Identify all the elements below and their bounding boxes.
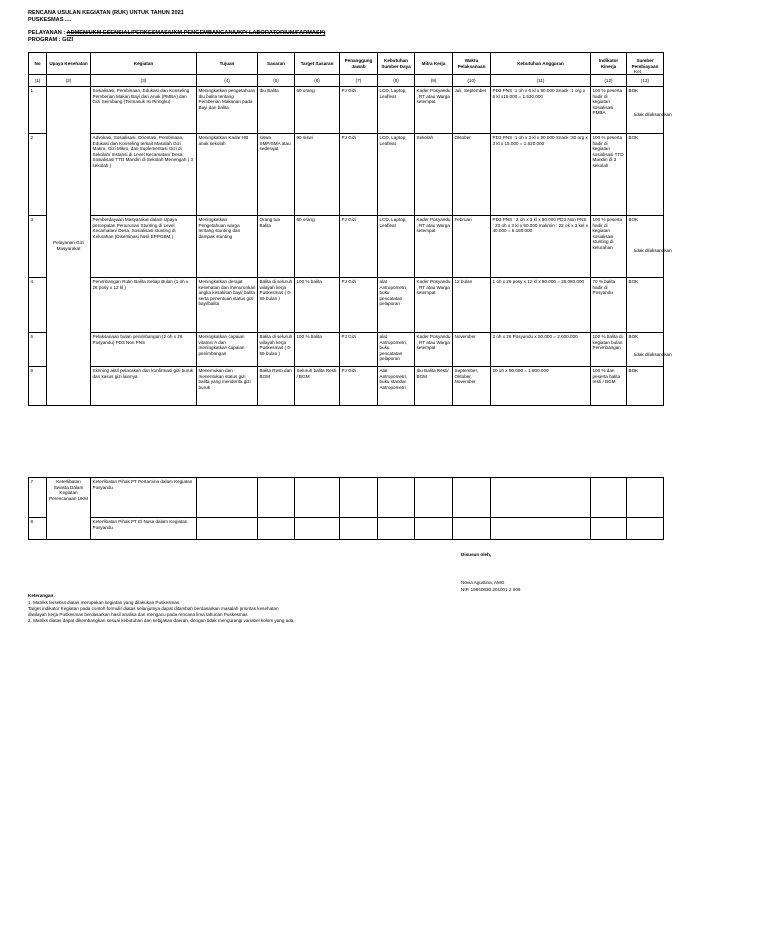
row-anggaran: PD3 PNS :1 oh x 3 kl x 90.000 Snack :30 org x 3 kl x 15.000 = 1.620.000 [491, 134, 591, 216]
row-mitra: Kader Posyandu , RT atau Warga setempat [415, 216, 453, 278]
table-row [29, 367, 664, 406]
col-number: (7) [340, 75, 378, 87]
notes-line: 1. Matriks tersebut diatas merupakan kegiatan yang dilakukan Puskesmas. [28, 600, 181, 605]
row-kegiatan: Advokasi, Sosialisasi, Orientasi, Pembinaan, Edukasi dan Konseling terkait Masalah Gizi Makro, Gizi Mikro, dan Suplementasi Gizi di Sekolah/ Instansi di Level Kecamatan/ Desa, Sosialisasi TTD Mandiri di Sekolah Menengah ( 3 sekolah ) [91, 134, 197, 216]
row-anggaran: 1 oh x 26 posy x 12 kl x 90.000 = 28.080.000 [491, 278, 591, 333]
program-label: PROGRAM : GIZI [28, 37, 74, 43]
row-tujuan: Meningkatkan capaian vitamin A dan meningkatkan capaian penimbangan [197, 333, 258, 367]
row-indikator: 100 % peserta hadir di kegiatan sosialisasi stunting di kelurahan [591, 216, 627, 278]
col-number: (6) [295, 75, 340, 87]
row-waktu: September, Oktober, November [453, 367, 491, 406]
table-header-row [29, 53, 664, 75]
empty-cell [415, 478, 453, 518]
row-mitra: Kader Posyandu , RT atau Warga setempat [415, 333, 453, 367]
row-anggaran: PD3 PNS : 2 oh x 3 kl x 90.000 PD3 Non PNS : 20 oh x 3 kl x 50.000 makmin : 22 ok x 3 kel x 40.000 = 6.180.000 [491, 216, 591, 278]
row-no: 5 [29, 333, 47, 367]
row-mitra: Kader Posyandu , RT atau Warga setempat [415, 278, 453, 333]
row-target: 60 orang [295, 87, 340, 134]
col-kebutuhan-sd: Kebutuhan Sumber Daya [378, 53, 415, 75]
row-mitra: Ibu Balita Resti/ BGM [415, 367, 453, 406]
row-sumber: BOK [627, 278, 664, 333]
empty-cell [453, 518, 491, 540]
row-target: 90 siswi [295, 134, 340, 216]
empty-cell [295, 518, 340, 540]
empty-cell [491, 518, 591, 540]
empty-cell [340, 518, 378, 540]
col-number: (3) [91, 75, 197, 87]
row-target: 60 orang [295, 216, 340, 278]
row-indikator: 70 % balita hadir di Posyandu [591, 278, 627, 333]
row-sasaran: Ibu Balita [258, 87, 295, 134]
ruk-table [28, 52, 664, 406]
table-row [29, 87, 664, 134]
pelayanan-value: ADMEN/UKM ESENSIAL/PERKESMAS/UKM PENGEMBANGAN/UKP/ LABORATORIUM/FARMASI*) [66, 30, 326, 36]
row-sasaran: Balita di seluruh wilayah kerja Puskesmas ( 0-59 bulan ) [258, 333, 295, 367]
puskesmas-label: PUSKESMAS .... [28, 17, 72, 23]
ket-header: Ket [634, 69, 641, 74]
pelayanan-line [28, 30, 325, 37]
row-no: 7 [29, 478, 47, 518]
empty-cell [627, 478, 664, 518]
row-tujuan: Meningkatkan pengetahuan Ibu balita tentang Pemberian Makanan pada Bayi dan balita [197, 87, 258, 134]
col-kegiatan: Kegiatan [91, 53, 197, 75]
col-number: (10) [453, 75, 491, 87]
row-sasaran: siswa SMP/SMA atau sederajat [258, 134, 295, 216]
row-target: 100 % balita [295, 278, 340, 333]
disusun-oleh: Disusun oleh, [461, 552, 492, 557]
row-pj: PJ Gizi [340, 367, 378, 406]
row-indikator: 100 % balita di kegiatan bulan Penimbangan [591, 333, 627, 367]
row-no: 6 [29, 367, 47, 406]
row-waktu: Juli, September [453, 87, 491, 134]
notes-line: 2. Matriks diatas dapat dikembangkan sesuai kebutuhan dan kebijakan daerah, dengan tidak mengurangi variabel kolom yang ada. [28, 618, 295, 623]
row-pj: PJ Gizi [340, 333, 378, 367]
ket-row-1: tidak dilaksanakan [634, 112, 672, 117]
row-sasaran: Balita Resti dan BGM [258, 367, 295, 406]
col-no: No [29, 53, 47, 75]
upaya-group-cell: Keterlibatan Swasta Dalam Kegiatan Perencanaan UKM [47, 478, 91, 540]
empty-cell [258, 478, 295, 518]
row-sumber: BOK [627, 216, 664, 278]
upaya-group-cell: Pelayanan Gizi Masyarakat [47, 87, 91, 406]
col-number: (2) [47, 75, 91, 87]
row-waktu: November [453, 333, 491, 367]
empty-cell [340, 478, 378, 518]
notes-title: Keterangan: [28, 593, 55, 598]
row-indikator: 100 % peserta hadir di kegiatan sosialisasi PMBA [591, 87, 627, 134]
row-anggaran: 2 oh x 26 Posyandu x 50.000 = 2.600.000 [491, 333, 591, 367]
row-sasaran: Balita di seluruh wilayah kerja Puskesmas ( 0-59 bulan ) [258, 278, 295, 333]
row-kegiatan: Keterlibatan Pihak PT El Nusa dalam Kegiatan Posyandu [91, 518, 197, 540]
col-target: Target Sasaran [295, 53, 340, 75]
row-anggaran: 20 oh x 90.000 = 1.800.000 [491, 367, 591, 406]
row-kegiatan: Pelaksanaan bulan penimbangan (2 oh x 26 Posyandu) PD3 Non PNS [91, 333, 197, 367]
row-kegiatan: Penimbangan Rutin Balita Setiap Bulan (1 oh x 26 posy x 12 kl ) [91, 278, 197, 333]
row-pj: PJ Gizi [340, 278, 378, 333]
col-pj: Penanggung Jawab [340, 53, 378, 75]
notes-line: Target indikator Kegiatan pada contoh formulir diatas selanjutnya dapat ditambah berdasarkan masalah prioritas kesehatan [28, 606, 279, 611]
row-pj: PJ Gizi [340, 216, 378, 278]
row-no: 3 [29, 216, 47, 278]
row-kebutuhan: LCD, Laptop, Leafleat [378, 134, 415, 216]
row-tujuan: Meningkatkan Kadar HB anak sekolah [197, 134, 258, 216]
row-kebutuhan: LCD, Laptop, Leafleat [378, 216, 415, 278]
col-sumber: Sumber Pembiayaan [627, 53, 664, 75]
row-target: 100 % balita [295, 333, 340, 367]
row-indikator: 100 % peserta hadir di kegiatan sosialisasi TTD Mandiri di 3 sekolah [591, 134, 627, 216]
col-tujuan: Tujuan [197, 53, 258, 75]
col-number: (5) [258, 75, 295, 87]
row-sumber: BOK [627, 134, 664, 216]
signer-nip: NIP. 19840830 201001 2 009 [461, 587, 521, 592]
row-no: 8 [29, 518, 47, 540]
empty-cell [197, 478, 258, 518]
col-number: (1) [29, 75, 47, 87]
col-sasaran: Sasaran [258, 53, 295, 75]
row-kegiatan: Skrining aktif pelacakan dan konfirmasi gizi buruk dan kasus gizi lainnya [91, 367, 197, 406]
row-anggaran: PD3 PNS :1 oh x 6 kl x 90.000 Snack :1 org x 6 kl x15.000 = 1.530.000 [491, 87, 591, 134]
empty-cell [258, 518, 295, 540]
row-kegiatan: Keterlibatan Pihak PT Pertamina dalam Kegiatan Posyandu [91, 478, 197, 518]
col-number: (11) [491, 75, 591, 87]
empty-cell [591, 478, 627, 518]
empty-cell [491, 478, 591, 518]
row-tujuan: Menemukan dan menentukan status gizi balita yang menderita gizi buruk [197, 367, 258, 406]
row-pj: PJ Gizi [340, 134, 378, 216]
row-waktu: 12 bulan [453, 278, 491, 333]
col-upaya: Upaya Kesehatan [47, 53, 91, 75]
table-row [29, 216, 664, 278]
document-title: RENCANA USULAN KEGIATAN (RUK) UNTUK TAHUN 2021 [28, 10, 184, 16]
row-kebutuhan: Alat Antropometri, buku standar Antropometri [378, 367, 415, 406]
table-row [29, 518, 664, 540]
table-row [29, 478, 664, 518]
col-number: (13) [627, 75, 664, 87]
row-kebutuhan: alat Antropometri, buku pencatatan pelaporan [378, 333, 415, 367]
pelayanan-prefix: PELAYANAN : [28, 30, 67, 36]
row-waktu: Oktober [453, 134, 491, 216]
signer-name: Novia Agustina, AMG [461, 580, 505, 585]
row-no: 2 [29, 134, 47, 216]
row-kegiatan: Sosialisasi, Pembinaan, Edukasi dan Konseling Pemberian Makan Bayi dan Anak (PMBA) dan Gizi Seimbang (Termasuk Isi Piringku) [91, 87, 197, 134]
col-anggaran: Kebutuhan Anggaran [491, 53, 591, 75]
empty-cell [378, 478, 415, 518]
empty-cell [627, 518, 664, 540]
empty-cell [197, 518, 258, 540]
col-indikator: Indikator Kinerja [591, 53, 627, 75]
row-no: 1 [29, 87, 47, 134]
row-kebutuhan: alat Antropometri, buku pencatatan pelaporan [378, 278, 415, 333]
row-mitra: Sekolah [415, 134, 453, 216]
col-number: (9) [415, 75, 453, 87]
row-indikator: 100 % dan peserta balita resti / BGM [591, 367, 627, 406]
empty-cell [378, 518, 415, 540]
row-target: Seluruh balita Resti / BGM [295, 367, 340, 406]
row-sumber: BOK [627, 367, 664, 406]
row-waktu: Februari [453, 216, 491, 278]
notes-line: diwilayah kerja Puskesmas berdasarkan hasil analisa dan mengacu pada rencana lima tahunan Puskesmas [28, 612, 248, 617]
col-waktu: Waktu Pelaksanaan [453, 53, 491, 75]
ruk-table-continued [28, 477, 664, 540]
table-row [29, 333, 664, 367]
row-tujuan: Meningkatkan derajat kesehatan dan menurunkan angka kesakitan bayi/ balita serta penentuan status gizi bayi/balita [197, 278, 258, 333]
row-no: 4 [29, 278, 47, 333]
row-sumber: BOK [627, 87, 664, 134]
ket-row-3: tidak dilaksanakan [634, 248, 672, 253]
table-row [29, 278, 664, 333]
ket-row-5: tidak dilaksanakan [634, 352, 672, 357]
empty-cell [415, 518, 453, 540]
col-number: (12) [591, 75, 627, 87]
row-kegiatan: Pemberdayaan Masyarakat dalam Upaya percepatan Penurunan Stunting di Level Kecamatan/ Desa, Sosialisasi stunting di Kelurahan (Diseminasi hasil EPPGBM ) [91, 216, 197, 278]
row-kebutuhan: LCD, Laptop, Leafleat [378, 87, 415, 134]
table-row [29, 134, 664, 216]
row-pj: PJ Gizi [340, 87, 378, 134]
col-number: (8) [378, 75, 415, 87]
row-tujuan: Meningkatkan Pengetahuan warga tentang stunting dan dampak stunting [197, 216, 258, 278]
col-mitra: Mitra Kerja [415, 53, 453, 75]
empty-cell [453, 478, 491, 518]
empty-cell [591, 518, 627, 540]
row-mitra: Kader Posyandu , RT atau Warga setempat [415, 87, 453, 134]
col-number: (4) [197, 75, 258, 87]
row-sumber: BOK [627, 333, 664, 367]
row-sasaran: Orang tua Balita [258, 216, 295, 278]
column-number-row [29, 75, 664, 87]
empty-cell [295, 478, 340, 518]
